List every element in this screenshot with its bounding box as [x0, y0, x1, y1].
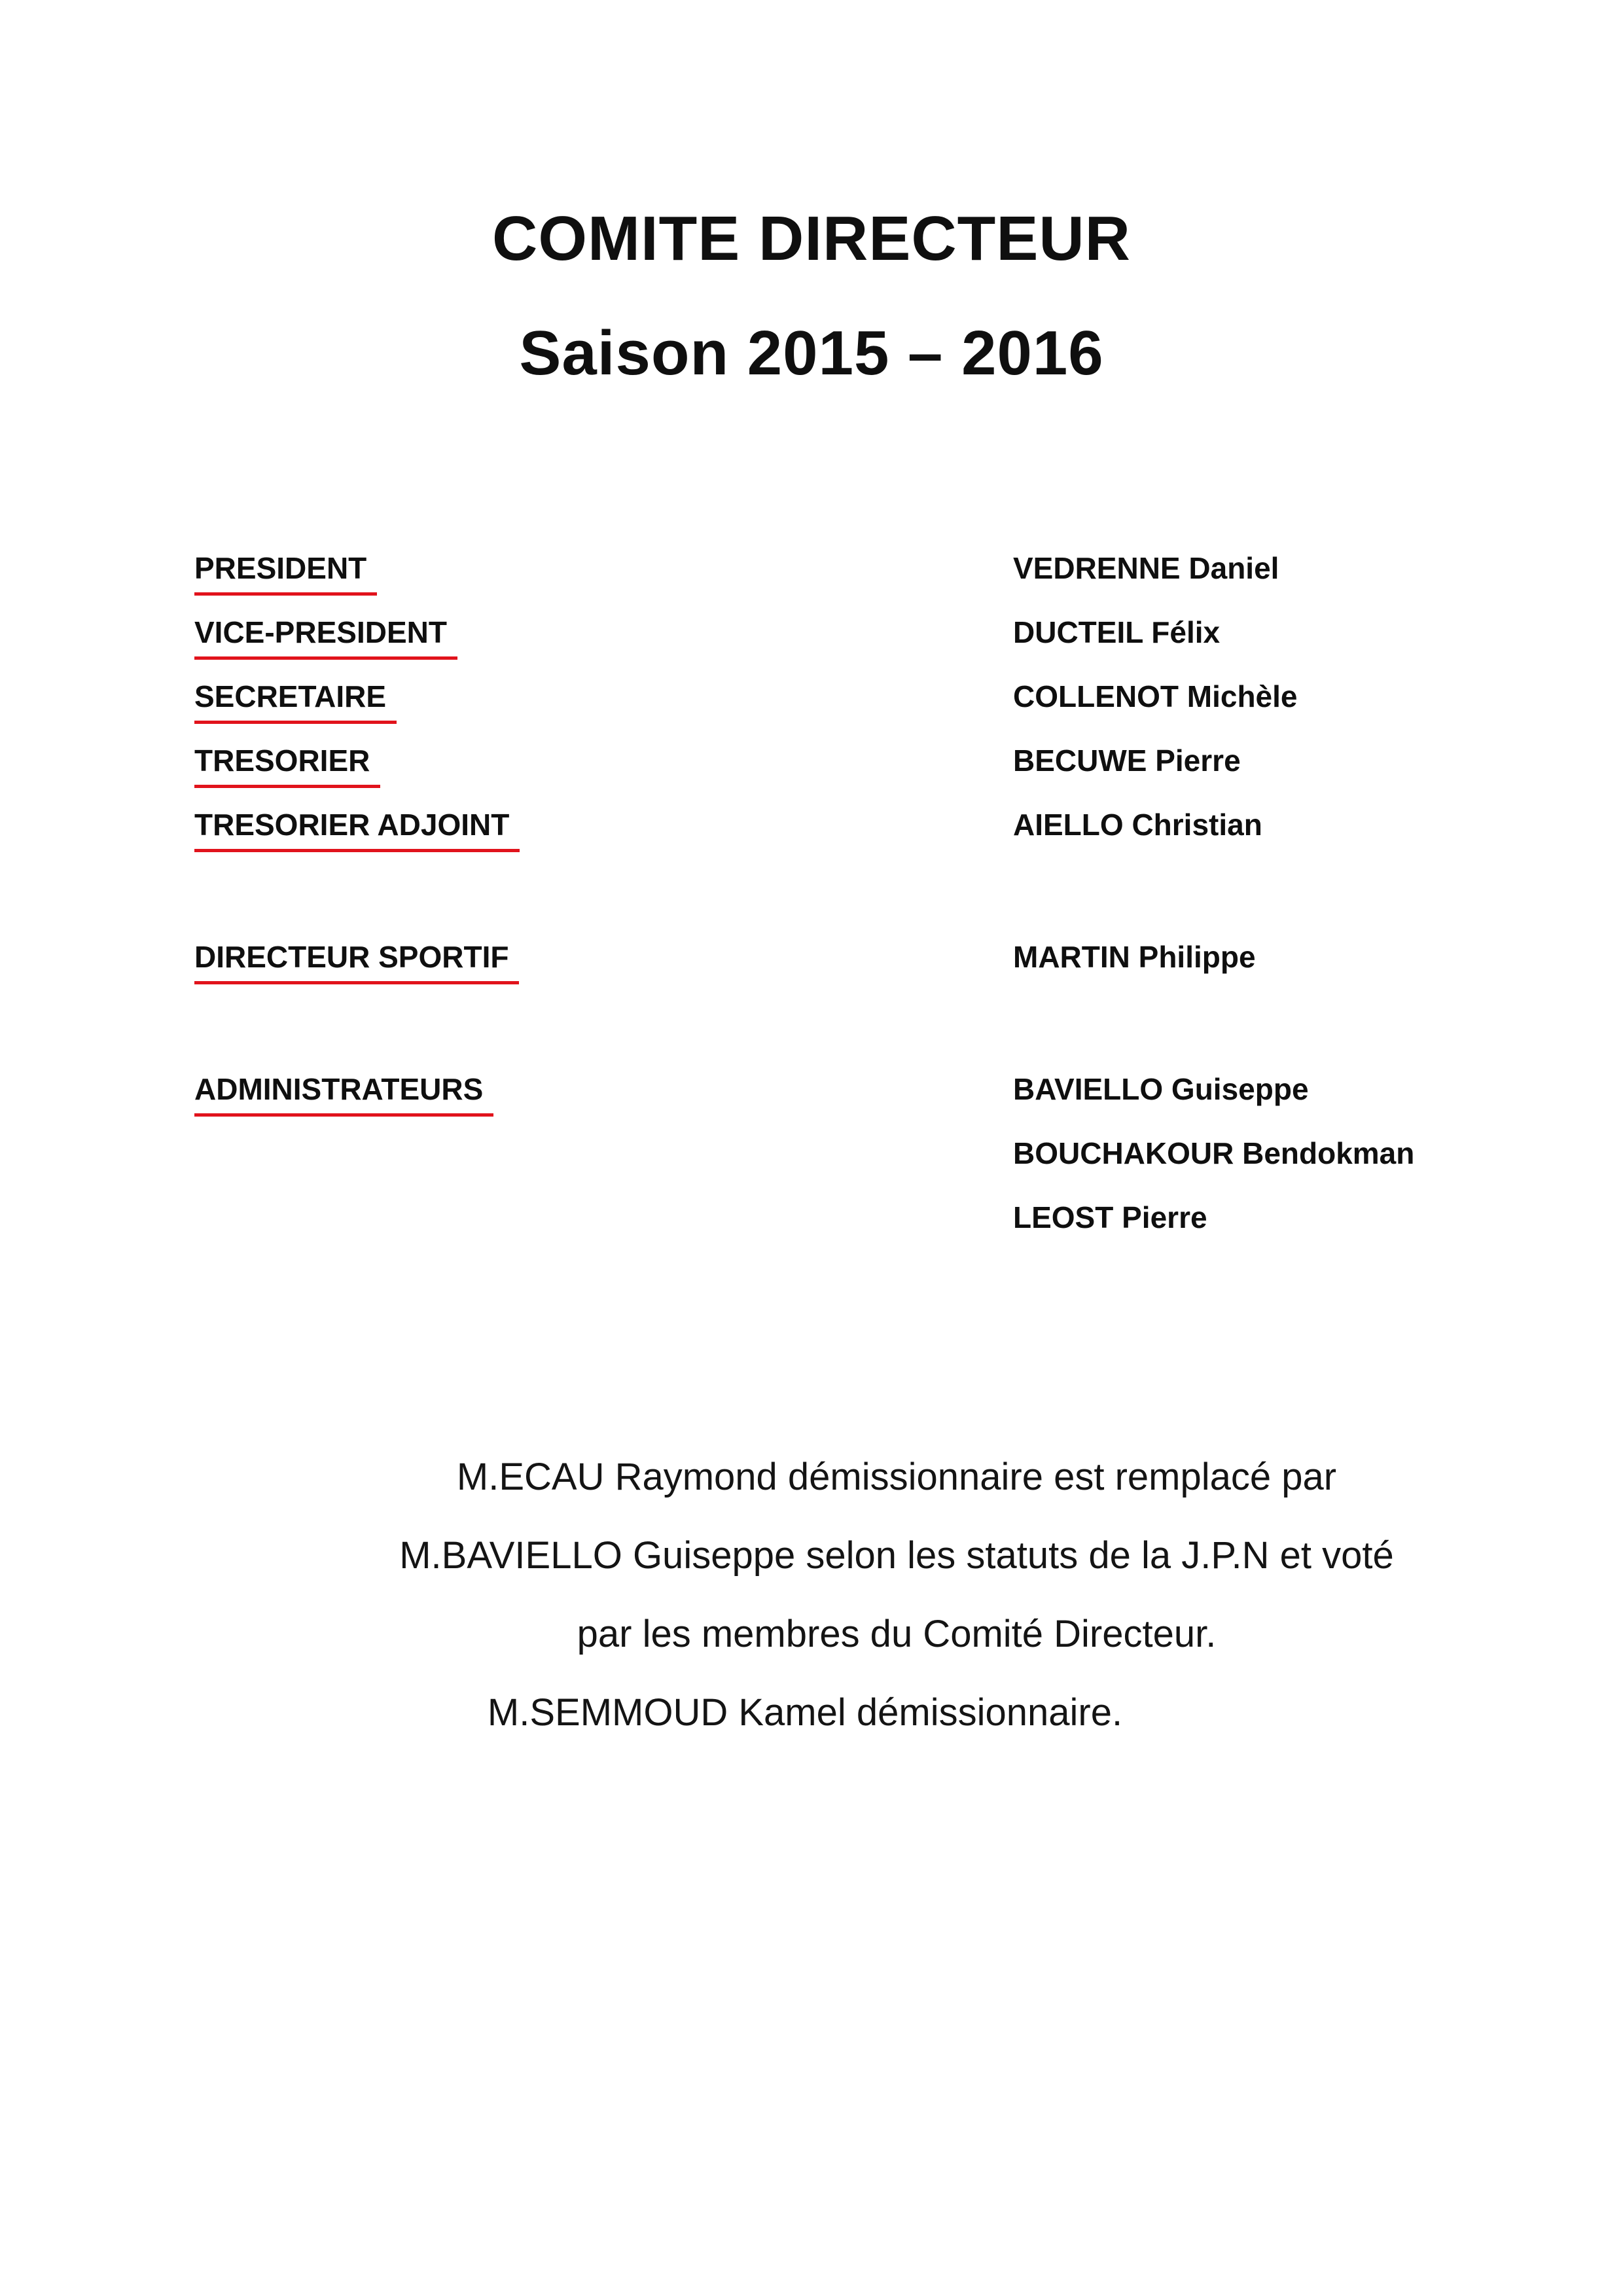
- role-label: [194, 1057, 1013, 1121]
- role-names: [1013, 664, 1297, 728]
- member-name: LEOST Pierre: [1013, 1200, 1207, 1234]
- role-row-directeur-sportif: [194, 925, 1471, 989]
- role-row-vice-president: [194, 600, 1471, 664]
- role-label: [194, 664, 1013, 728]
- role-names: [1013, 536, 1279, 600]
- note-line: M.ECAU Raymond démissionnaire est remplacé par: [456, 1456, 1337, 1498]
- note-line: M.BAVIELLO Guiseppe selon les statuts de la J.P.N et voté: [399, 1534, 1394, 1577]
- role-row-secretaire: [194, 664, 1471, 728]
- spacer: [194, 989, 1471, 1057]
- role-label-text: TRESORIER ADJOINT: [194, 807, 520, 852]
- member-name: COLLENOT Michèle: [1013, 679, 1298, 713]
- role-label: [194, 925, 1013, 989]
- spacer: [194, 857, 1471, 925]
- role-label-text: SECRETAIRE: [194, 679, 397, 724]
- role-names: [1013, 793, 1262, 857]
- member-name: VEDRENNE Daniel: [1013, 551, 1279, 585]
- note-line-last: M.SEMMOUD Kamel démissionnaire.: [487, 1691, 1123, 1734]
- role-label-text: DIRECTEUR SPORTIF: [194, 939, 519, 984]
- role-label: [194, 600, 1013, 664]
- role-label-text: PRESIDENT: [194, 550, 377, 596]
- member-name: BOUCHAKOUR Bendokman: [1013, 1136, 1415, 1170]
- role-label: [194, 728, 1013, 793]
- role-label-text: ADMINISTRATEURS: [194, 1071, 493, 1117]
- member-name: BECUWE Pierre: [1013, 744, 1241, 778]
- role-row-tresorier: [194, 728, 1471, 793]
- title-line-1: COMITE DIRECTEUR: [492, 204, 1131, 274]
- role-label-text: TRESORIER: [194, 743, 380, 788]
- member-name: DUCTEIL Félix: [1013, 615, 1221, 649]
- resignation-note: [360, 1438, 1433, 1752]
- document-title: [0, 203, 1623, 389]
- title-line-2: Saison 2015 – 2016: [519, 318, 1104, 388]
- role-row-tresorier-adjoint: [194, 793, 1471, 857]
- role-label-text: VICE-PRESIDENT: [194, 615, 457, 660]
- role-names: [1013, 1057, 1414, 1249]
- role-row-administrateurs: [194, 1057, 1471, 1249]
- note-line: par les membres du Comité Directeur.: [577, 1613, 1217, 1655]
- member-name: BAVIELLO Guiseppe: [1013, 1072, 1309, 1106]
- role-row-president: [194, 536, 1471, 600]
- role-label: [194, 536, 1013, 600]
- role-names: [1013, 600, 1220, 664]
- role-label: [194, 793, 1013, 857]
- role-names: [1013, 728, 1241, 793]
- member-name: MARTIN Philippe: [1013, 940, 1256, 974]
- role-names: [1013, 925, 1256, 989]
- roles-list: [194, 536, 1471, 1249]
- member-name: AIELLO Christian: [1013, 808, 1262, 842]
